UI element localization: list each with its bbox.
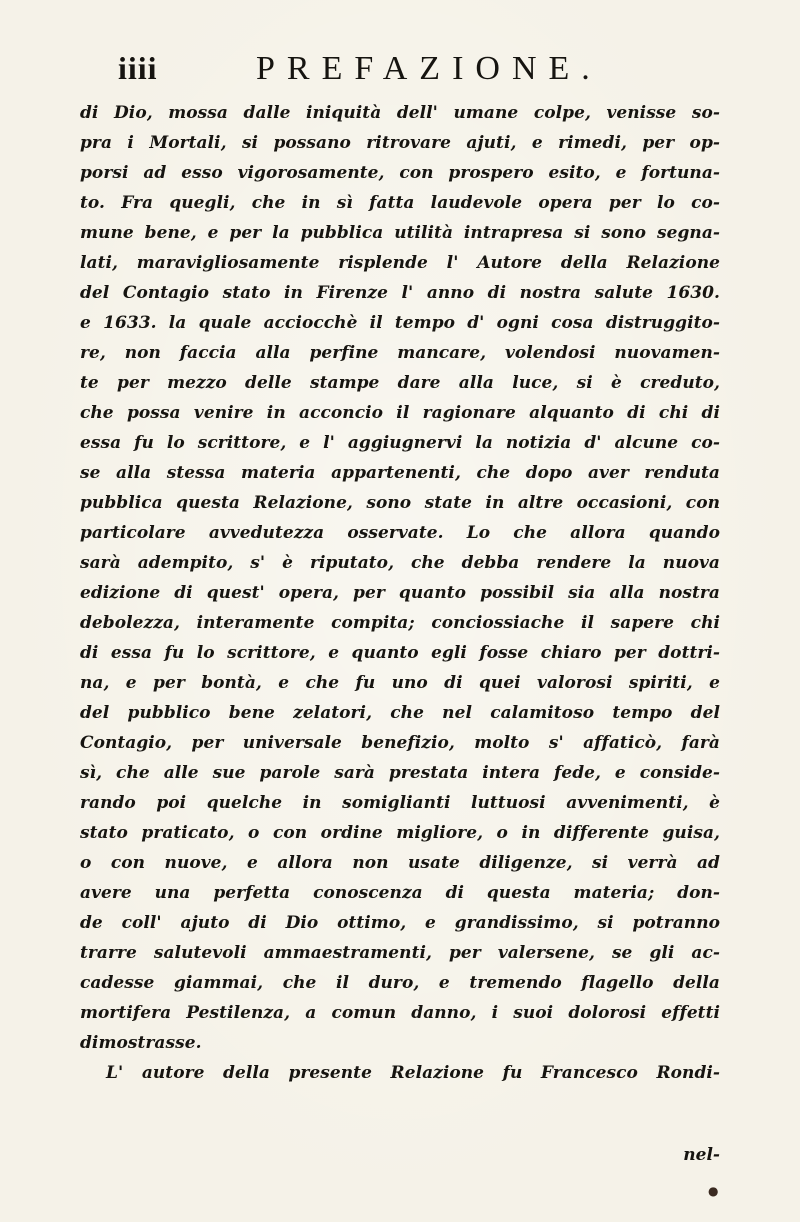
ink-spot: ● <box>708 1184 719 1198</box>
text-line: lati, maravigliosamente risplende l' Autore della Relazione <box>80 253 720 273</box>
text-line: di Dio, mossa dalle iniquità dell' umane colpe, venisse so- <box>80 103 720 123</box>
catchword: nel- <box>683 1145 720 1165</box>
running-head <box>118 50 738 92</box>
text-line: del Contagio stato in Firenze l' anno di nostra salute 1630. <box>80 283 720 303</box>
text-line: Contagio, per universale benefizio, molto s' affaticò, farà <box>80 733 720 753</box>
text-line: to. Fra quegli, che in sì fatta laudevole opera per lo co- <box>80 193 720 213</box>
text-line: del pubblico bene zelatori, che nel calamitoso tempo del <box>80 703 720 723</box>
text-line: te per mezzo delle stampe dare alla luce, si è creduto, <box>80 373 720 393</box>
text-line: mortifera Pestilenza, a comun danno, i suoi dolorosi effetti <box>80 1003 720 1023</box>
text-line: mune bene, e per la pubblica utilità intrapresa si sono segna- <box>80 223 720 243</box>
text-line: cadesse giammai, che il duro, e tremendo flagello della <box>80 973 720 993</box>
text-line: sarà adempito, s' è riputato, che debba rendere la nuova <box>80 553 720 573</box>
text-line: edizione di quest' opera, per quanto possibil sia alla nostra <box>80 583 720 603</box>
text-line: rando poi quelche in somiglianti luttuosi avvenimenti, è <box>80 793 720 813</box>
text-line: dimostrasse. <box>80 1033 202 1053</box>
text-line: che possa venire in acconcio il ragionare alquanto di chi di <box>80 403 720 423</box>
text-line: pra i Mortali, si possano ritrovare ajuti, e rimedi, per op- <box>80 133 720 153</box>
text-line: se alla stessa materia appartenenti, che dopo aver renduta <box>80 463 720 483</box>
text-line: sì, che alle sue parole sarà prestata intera fede, e conside- <box>80 763 720 783</box>
text-line: stato praticato, o con ordine migliore, o in differente guisa, <box>80 823 720 843</box>
text-line: di essa fu lo scrittore, e quanto egli fosse chiaro per dottri- <box>80 643 720 663</box>
text-line: debolezza, interamente compita; conciossiache il sapere chi <box>80 613 720 633</box>
running-title: PREFAZIONE. <box>256 50 602 87</box>
text-line: essa fu lo scrittore, e l' aggiugnervi la notizia d' alcune co- <box>80 433 720 453</box>
text-line: particolare avvedutezza osservate. Lo che allora quando <box>80 523 720 543</box>
text-line: porsi ad esso vigorosamente, con prospero esito, e fortuna- <box>80 163 720 183</box>
text-line: na, e per bontà, e che fu uno di quei valorosi spiriti, e <box>80 673 720 693</box>
body-text <box>80 98 720 1088</box>
text-line: re, non faccia alla perfine mancare, volendosi nuovamen- <box>80 343 720 363</box>
text-line: L' autore della presente Relazione fu Francesco Rondi- <box>106 1063 720 1083</box>
text-line: trarre salutevoli ammaestramenti, per valersene, se gli ac- <box>80 943 720 963</box>
page-number: iiii <box>118 50 158 86</box>
text-line: e 1633. la quale acciocchè il tempo d' ogni cosa distruggito- <box>80 313 720 333</box>
text-line: o con nuove, e allora non usate diligenze, si verrà ad <box>80 853 720 873</box>
text-line: avere una perfetta conoscenza di questa materia; don- <box>80 883 720 903</box>
text-line: pubblica questa Relazione, sono state in altre occasioni, con <box>80 493 720 513</box>
text-line: de coll' ajuto di Dio ottimo, e grandissimo, si potranno <box>80 913 720 933</box>
